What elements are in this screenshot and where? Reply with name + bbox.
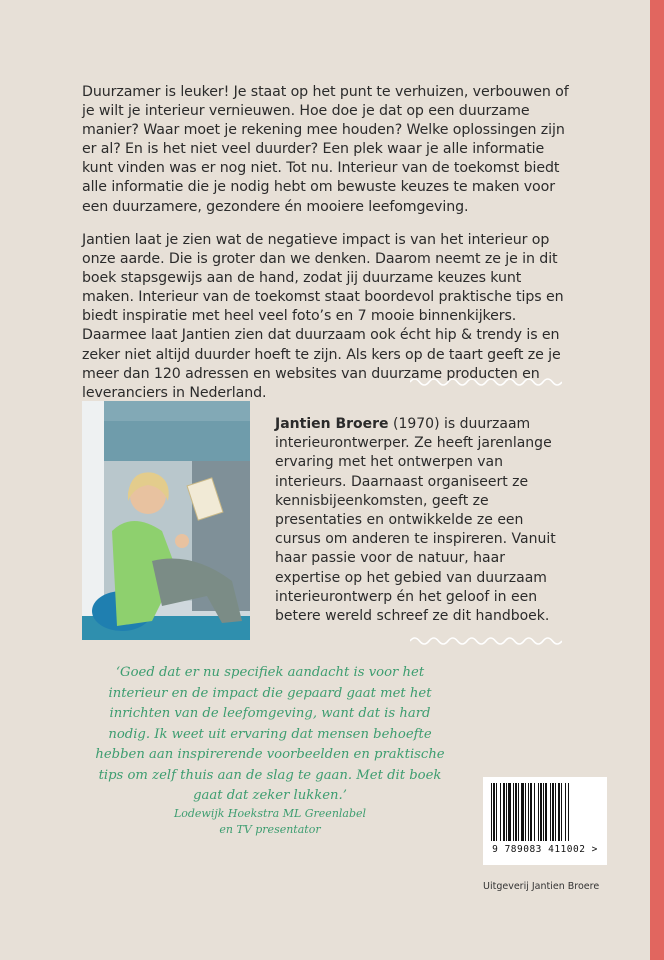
publisher-name: Uitgeverij Jantien Broere [483,881,600,892]
attribution-line-2: en TV presentator [219,823,321,836]
testimonial-attribution [100,806,440,838]
wave-divider-bottom [410,635,562,647]
barcode-bars [489,783,601,843]
author-name: Jantien Broere [275,416,389,432]
intro-paragraph: Duurzamer is leuker! Je staat op het punt te verhuizen, verbouwen of je wilt je interieur vernieuwen. Hoe doe je dat op een duurzame manier? Waar moet je rekening mee houden? Welke oplossingen zijn er al? En is het niet veel duurder? Een plek waar je alle informatie kunt vinden was er nog niet. Tot nu. Interieur van de toekomst biedt alle informatie die je nodig hebt om bewuste keuzes te maken voor een duurzamere, gezondere én mooiere leefomgeving. [82,84,569,215]
spine-edge [650,0,664,960]
author-bio-text: (1970) is duurzaam interieurontwerper. Ze heeft jarenlange ervaring met het ontwerpen van interieurs. Daarnaast organiseert ze kennisbijeenkomsten, geeft ze presentaties en ontwikkelde ze een cursus om anderen te inspireren. Vanuit haar passie voor de natuur, haar expertise op het gebied van duurzaam interieurontwerp én het geloof in een betere wereld schreef ze dit handboek. [275,416,556,625]
wave-divider-top [410,376,562,388]
testimonial-quote: ‘Goed dat er nu specifiek aandacht is voor het interieur en de impact die gepaard gaat met het inrichten van de leefomgeving, want dat is hard nodig. Ik weet uit ervaring dat mensen behoefte hebben aan inspirerende voorbeelden en praktische tips om zelf thuis aan de slag te gaan. Met dit boek gaat dat zeker lukken.’ [95,665,445,803]
author-bio [275,415,567,626]
attribution-line-1: Lodewijk Hoekstra ML Greenlabel [173,807,367,820]
author-photo [82,401,250,640]
barcode-number: 9 789083 411002 > [492,844,598,855]
isbn-barcode [483,777,607,865]
second-paragraph: Jantien laat je zien wat de negatieve impact is van het interieur op onze aarde. Die is groter dan we denken. Daarom neemt ze je in dit boek stapsgewijs aan de hand, zodat jij duurzame keuzes kunt maken. Interieur van de toekomst staat boordevol praktische tips en biedt inspiratie met heel veel foto’s en 7 mooie binnenkijkers. Daarmee laat Jantien zien dat duurzaam ook écht hip & trendy is en zeker niet altijd duurder hoeft te zijn. Als kers op de taart geeft ze je meer dan 120 adressen en websites van duurzame producten en leveranciers in Nederland. [82,232,564,401]
